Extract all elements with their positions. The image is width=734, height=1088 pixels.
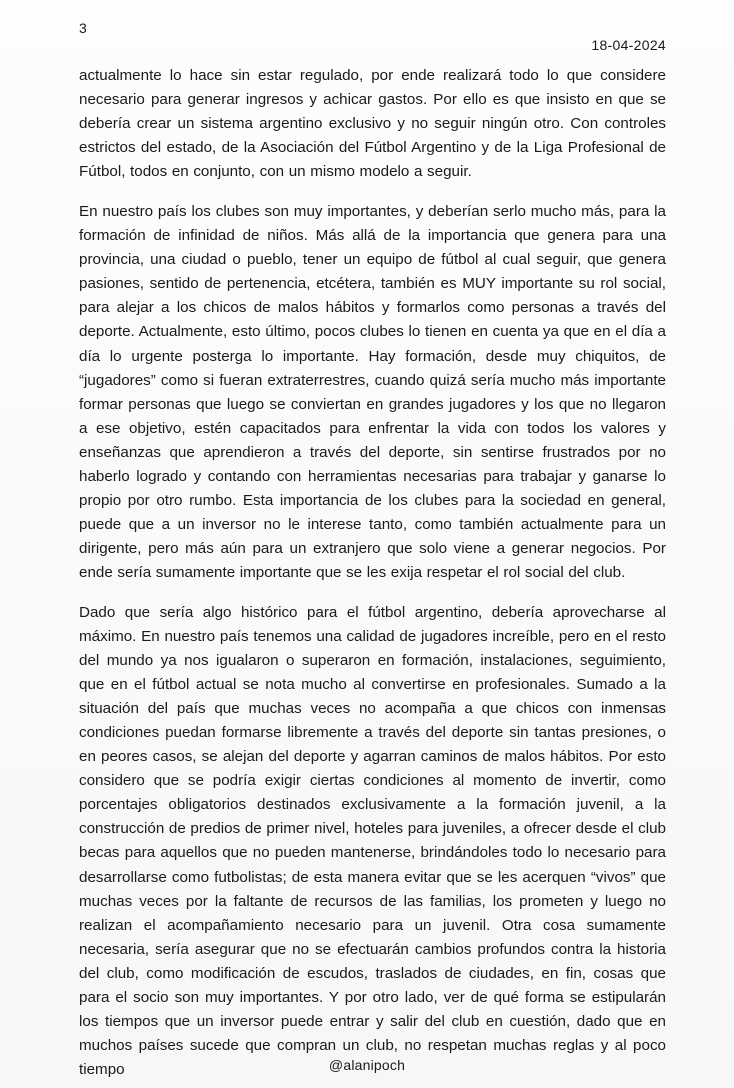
document-date: 18-04-2024 bbox=[591, 37, 666, 53]
paragraph: actualmente lo hace sin estar regulado, por ende realizará todo lo que considere necesario para generar ingresos y achicar gastos. Por ello es que insisto en que se debería crear un sistema argentino exclusivo y no seguir ningún otro. Con controles estrictos del estado, de la Asociación del Fútbol Argentino y de la Liga Profesional de Fútbol, todos en conjunto, con un mismo modelo a seguir. bbox=[79, 67, 666, 181]
page-number: 3 bbox=[79, 20, 87, 36]
document-body bbox=[79, 64, 666, 1082]
paragraph: En nuestro país los clubes son muy importantes, y deberían serlo mucho más, para la formación de infinidad de niños. Más allá de la importancia que genera para una provincia, una ciudad o pueblo, tener un equipo de fútbol al cual seguir, que genera pasiones, sentido de pertenencia, etcétera, también es MUY importante su rol social, para alejar a los chicos de malos hábitos y formarlos como personas a través del deporte. Actualmente, esto último, pocos clubes lo tienen en cuenta ya que en el día a día lo urgente posterga lo importante. Hay formación, desde muy chiquitos, de “jugadores” como si fueran extraterrestres, cuando quizá sería mucho más importante formar personas que luego se conviertan en grandes jugadores y los que no llegaron a ese objetivo, estén capacitados para enfrentar la vida con todos los valores y enseñanzas que aprendieron a través del deporte, sin sentirse frustrados por no haberlo logrado y contando con herramientas necesarias para trabajar y ganarse lo propio por otro rumbo. Esta importancia de los clubes para la sociedad en general, puede que a un inversor no le interese tanto, como también actualmente para un dirigente, pero más aún para un extranjero que solo viene a generar negocios. Por ende sería sumamente importante que se les exija respetar el rol social del club. bbox=[79, 203, 666, 581]
paragraph: Dado que sería algo histórico para el fútbol argentino, debería aprovecharse al máximo. En nuestro país tenemos una calidad de jugadores increíble, pero en el resto del mundo ya nos igualaron o superaron en formación, instalaciones, seguimiento, que en el fútbol actual se nota mucho al convertirse en profesionales. Sumado a la situación del país que muchas veces no acompaña a que chicos con inmensas condiciones puedan formarse libremente a través del deporte sin tantas presiones, o en peores casos, se alejan del deporte y agarran caminos de malos hábitos. Por esto considero que se podría exigir ciertas condiciones al momento de invertir, como porcentajes obligatorios destinados exclusivamente a la formación juvenil, a la construcción de predios de primer nivel, hoteles para juveniles, a ofrecer desde el club becas para aquellos que no pueden mantenerse, brindándoles todo lo necesario para desarrollarse como futbolistas; de esta manera evitar que se les acerquen “vivos” que muchas veces por la faltante de recursos de las familias, los prometen y luego no realizan el acompañamiento necesario para un juvenil. Otra cosa sumamente necesaria, sería asegurar que no se efectuarán cambios profundos contra la historia del club, como modificación de escudos, traslados de ciudades, en fin, cosas que para el socio son muy importantes. Y por otro lado, ver de qué forma se estipularán los tiempos que un inversor puede entrar y salir del club en cuestión, dado que en muchos países sucede que compran un club, no respetan muchas reglas y al poco tiempo bbox=[79, 603, 666, 1078]
author-handle: @alanipoch bbox=[328, 1057, 406, 1073]
